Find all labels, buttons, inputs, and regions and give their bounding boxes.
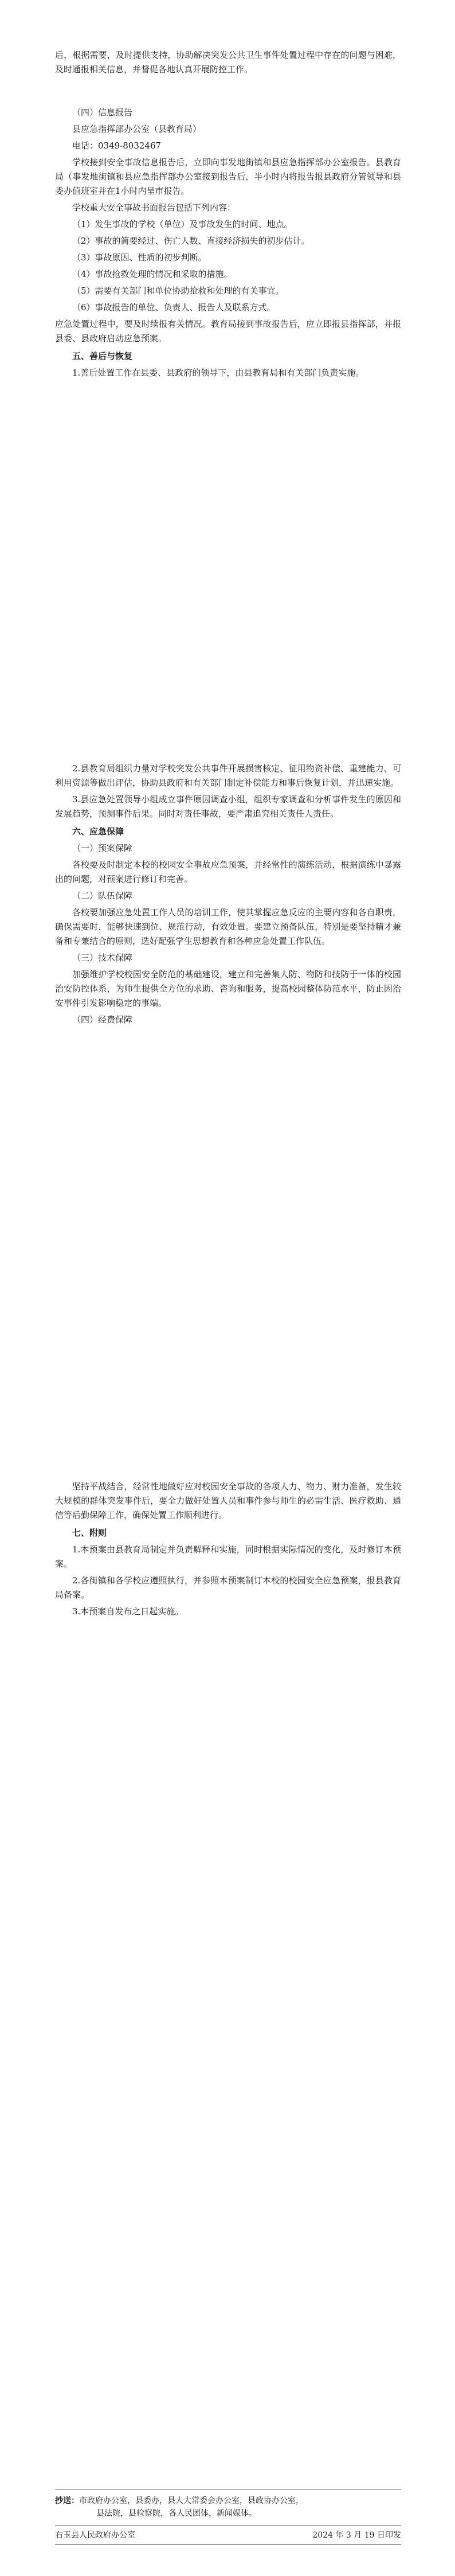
issuer-name: 右玉县人民政府办公室 <box>55 2531 135 2540</box>
paragraph: 学校接到安全事故信息报告后，立即向事发地街镇和县应急指挥部办公室报告。县教育局（事发地街镇和县应急指挥部办公室接到报告后，半小时内将报告报县政府分管领导和县委办值班室并在1小时内呈市报告。 <box>55 157 401 196</box>
cc-recipients-line1: 市政府办公室，县委办，县人大常委会办公室，县政协办公室， <box>79 2496 304 2505</box>
paragraph: 各校要及时制定本校的校园安全事故应急预案，并经常性的演练活动，根据演练中暴露出的问题，对预案进行修订和完善。 <box>55 860 401 884</box>
paragraph: 2.县教育局组织力量对学校突发公共事件开展损害核定、征用物资补偿、重建能力、可利用资源等做出评估，协助县政府和有关部门制定补偿能力和事后恢复计划，并迅速实施。 <box>55 763 401 788</box>
paragraph: 学校重大安全事故书面报告包括下列内容： <box>72 202 236 213</box>
cc-block <box>55 2495 401 2520</box>
paragraph: 后，根据需要，及时提供支持，协助解决突发公共卫生事件处置过程中存在的问题与困难，及时通报相关信息，并督促各地认真开展防控工作。 <box>55 50 401 75</box>
section-heading-appendix: 七、附则 <box>72 1528 107 1538</box>
section-info-report <box>55 106 401 380</box>
list-item: （3）事故原因、性质的初步判断。 <box>72 252 207 263</box>
paragraph: 加强维护学校校园安全防范的基础建设，建立和完善集人防、物防和技防于一体的校园治安防控体系，为师生提供全方位的求助、咨询和服务，提高校园整体防范水平，防止因治安事件引发影响稳定的事端。 <box>55 969 401 1008</box>
issue-date: 2024 年 3 月 19 日印发 <box>312 2531 401 2540</box>
section-continuation <box>55 48 401 77</box>
paragraph: 坚持平战结合，经常性地做好应对校园安全事故的各项人力、物力、财力准备，发生较大规模的群体突发事件后，要全力做好处置人员和事件参与师生的必需生活、医疗救助、通信等后勤保障工作，确保处置工作顺利进行。 <box>55 1481 401 1520</box>
office-name: 县应急指挥部办公室（县教育局） <box>72 124 202 134</box>
cc-label: 抄送： <box>55 2496 79 2505</box>
list-item: （6）事故报告的单位、负责人、报告人及联系方式。 <box>72 302 276 313</box>
list-item: 3.本预案自发布之日起实施。 <box>72 1606 184 1617</box>
paragraph: 各校要加强应急处置工作人员的培训工作，使其掌握应急反应的主要内容和各自职责，确保需要时，能够快速到位、规范行动，有效处置。要建立预备队伍，特别是要坚持精才兼备和专兼结合的原则，选好配强学生思想教育和各种应急处置工作队伍。 <box>55 907 401 946</box>
list-item: （1）发生事故的学校（单位）及事故发生的时间、地点。 <box>72 219 293 229</box>
list-item: 1.本预案由县教育局制定并负责解释和实施，同时根据实际情况的变化，及时修订本预案。 <box>55 1544 401 1569</box>
list-item: （2）事故的简要经过、伤亡人数、直接经济损失的初步估计。 <box>72 236 310 246</box>
list-item: （5）需要有关部门和单位协助抢救和处理的有关事宜。 <box>72 286 284 296</box>
subheading-team: （二）队伍保障 <box>72 891 133 901</box>
paragraph: 应急处置过程中，要及时续报有关情况。教育局接到事故报告后，应立即报县指挥部，并报县委、县政府启动应急预案。 <box>55 319 401 344</box>
subheading-info-report: （四）信息报告 <box>72 107 133 118</box>
issuer-row <box>55 2529 401 2540</box>
section-safeguards <box>55 762 401 1027</box>
cc-recipients-line2: 县法院，县检察院，各人民团体，新闻媒体。 <box>96 2509 257 2518</box>
paragraph: 1.善后处置工作在县委、县政府的领导下，由县教育局和有关部门负责实施。 <box>72 368 364 378</box>
subheading-funding: （四）经费保障 <box>72 1014 133 1025</box>
list-item: （4）事故抢救处理的情况和采取的措施。 <box>72 269 233 279</box>
office-phone: 电话：0349-8032467 <box>72 140 162 151</box>
section-heading-aftermath: 五、善后与恢复 <box>72 351 133 361</box>
section-appendix <box>55 1480 401 1619</box>
paragraph: 3.县应急处置领导小组成立事件原因调查小组，组织专家调查和分析事件发生的原因和发展趋势，预测事件后果。同时对责任事故，要严肃追究相关责任人责任。 <box>55 794 401 819</box>
section-heading-safeguards: 六、应急保障 <box>72 826 124 837</box>
subheading-technical: （三）技术保障 <box>72 953 133 963</box>
subheading-plan: （一）预案保障 <box>72 843 133 853</box>
list-item: 2.各街镇和各学校应遵照执行，并参照本预案制订本校的校园安全应急预案，报县教育局备案。 <box>55 1575 401 1600</box>
